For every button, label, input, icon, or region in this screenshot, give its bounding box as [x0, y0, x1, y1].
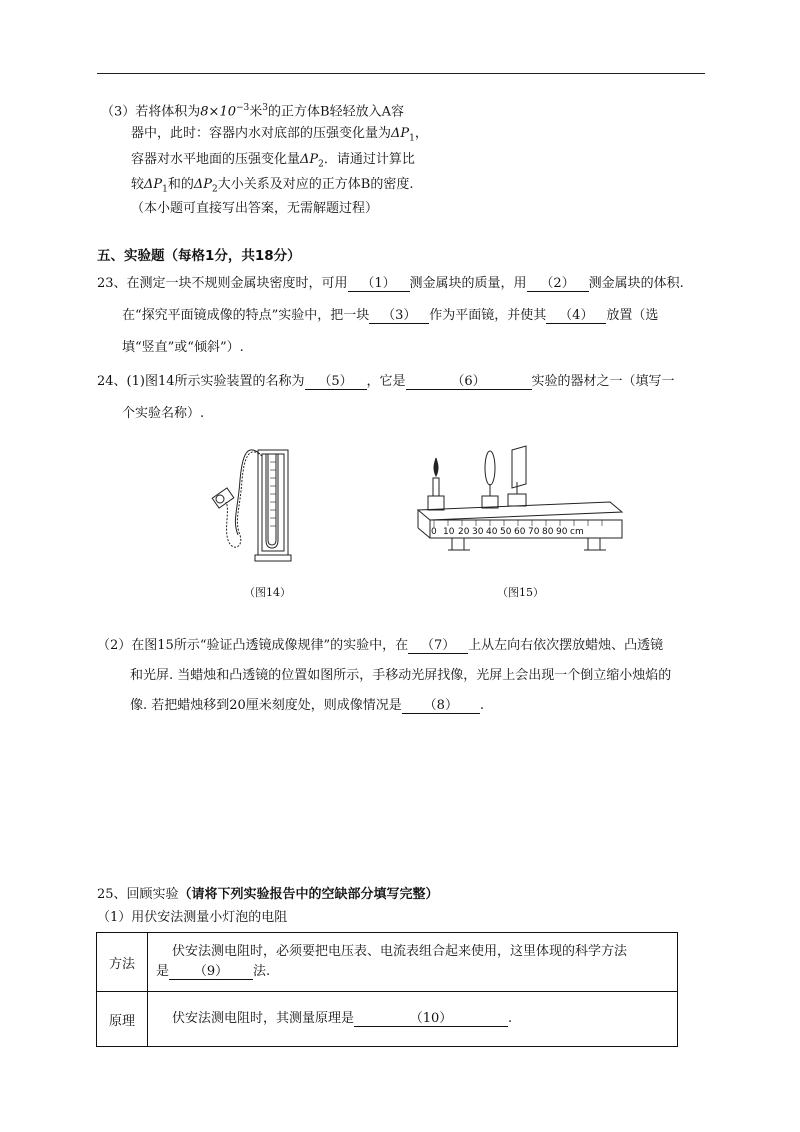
text: 23、在测定一块不规则金属块密度时，可用 — [97, 276, 348, 291]
answer-blank-8[interactable]: （8） — [402, 698, 480, 714]
figure-15-optical-bench-illustration — [410, 440, 630, 565]
q22-note: （本小题可直接写出答案，无需解题过程） — [131, 201, 379, 216]
q23-line3: 填“竖直”或“倾斜”）. — [122, 340, 244, 355]
answer-blank-7[interactable]: （7） — [408, 638, 468, 654]
q24-line2: 个实验名称）. — [122, 406, 205, 421]
text: （3）若将体积为 — [101, 104, 201, 120]
text: 器中，此时：容器内水对底部的压强变化量为 — [131, 126, 392, 141]
q22-line1 — [101, 99, 404, 121]
variable: ΔP — [144, 177, 163, 192]
text: 和的 — [167, 177, 194, 192]
answer-blank-3[interactable]: （3） — [369, 308, 429, 324]
ruler-tick-label: 0 — [431, 527, 437, 537]
ruler-tick-label: 40 — [486, 527, 498, 537]
header-rule — [97, 73, 705, 74]
table-row — [97, 992, 678, 1047]
answer-blank-10[interactable]: （10） — [354, 1011, 508, 1027]
row-content — [148, 992, 678, 1047]
q24-line1 — [97, 373, 675, 391]
ruler-tick-label: 90 — [556, 527, 568, 537]
row-label: 原理 — [97, 992, 148, 1047]
q25-subtitle: （1）用伏安法测量小灯泡的电阻 — [97, 910, 288, 925]
row-content — [148, 933, 678, 992]
text-line — [156, 962, 669, 982]
text: 测金属块的体积. — [588, 276, 684, 291]
exponent: −3 — [236, 103, 250, 113]
subscript: 1 — [162, 184, 168, 195]
ruler-unit-label: cm — [570, 527, 584, 537]
text: 是 — [156, 964, 170, 979]
row-label: 方法 — [97, 933, 148, 992]
text: ， — [414, 126, 428, 141]
text: 较 — [131, 177, 145, 192]
subscript: 1 — [409, 133, 415, 144]
text-line — [156, 1009, 669, 1029]
math-value: 8×10 — [200, 104, 236, 120]
ruler-tick-label: 50 — [500, 527, 512, 537]
section-title: 五、实验题（每格1分，共18分） — [97, 248, 301, 264]
answer-blank-4[interactable]: （4） — [546, 308, 606, 324]
variable: ΔP — [300, 152, 319, 167]
ruler-tick-label: 10 — [443, 527, 455, 537]
q22-line3 — [131, 151, 415, 174]
exponent: 3 — [262, 103, 269, 113]
variable: ΔP — [193, 177, 213, 192]
variable: ΔP — [391, 126, 410, 141]
ruler-tick-label: 70 — [528, 527, 540, 537]
text: 上从左向右依次摆放蜡烛、凸透镜 — [468, 638, 664, 653]
text: 25、回顾实验 — [97, 887, 179, 902]
q22-line2 — [131, 125, 428, 148]
figure-14-manometer-illustration — [200, 440, 310, 565]
text: 在“探究平面镜成像的特点”实验中，把一块 — [122, 308, 370, 323]
text: 伏安法测电阻时，必须要把电压表、电流表组合起来使用，这里体现的科学方法 — [172, 944, 628, 959]
text: （请将下列实验报告中的空缺部分填写完整） — [178, 887, 439, 902]
experiment-report-table — [96, 932, 678, 1047]
text: 法. — [253, 964, 271, 979]
ruler-tick-label: 80 — [542, 527, 554, 537]
text: 的正方体B轻轻放入A容 — [268, 104, 404, 120]
figure-15-caption: （图15） — [497, 586, 544, 599]
ruler-tick-label: 60 — [514, 527, 526, 537]
text: 伏安法测电阻时，其测量原理是 — [172, 1011, 355, 1026]
ruler-tick-label: 30 — [472, 527, 484, 537]
q22-line4 — [131, 176, 413, 199]
text: 放置（选 — [606, 308, 659, 323]
q24-p2-line2: 和光屏. 当蜡烛和凸透镜的位置如图所示，手移动光屏找像，光屏上会出现一个倒立缩小烛焰的 — [130, 668, 672, 683]
q23-line1 — [97, 275, 684, 293]
table-row — [97, 933, 678, 992]
q23-line2 — [122, 307, 658, 325]
answer-blank-2[interactable]: （2） — [527, 276, 589, 292]
answer-blank-9[interactable]: （9） — [169, 964, 253, 980]
answer-blank-5[interactable]: （5） — [305, 374, 367, 390]
text: 24、(1)图14所示实验装置的名称为 — [97, 374, 305, 389]
text: . — [508, 1011, 513, 1026]
text: 作为平面镜，并使其 — [429, 308, 547, 323]
q25-title — [97, 886, 439, 904]
text: 容器对水平地面的压强变化量 — [131, 152, 301, 167]
text: ，它是 — [366, 374, 406, 389]
text: 实验的器材之一（填写一 — [531, 374, 675, 389]
q24-p2-line1 — [97, 637, 663, 655]
text: 大小关系及对应的正方体B的密度. — [217, 177, 414, 192]
subscript: 2 — [212, 184, 218, 195]
text: 米 — [249, 104, 263, 120]
text: 像. 若把蜡烛移到20厘米刻度处，则成像情况是 — [130, 698, 402, 713]
text: （2）在图15所示“验证凸透镜成像规律”的实验中，在 — [97, 638, 409, 653]
text: 测金属块的质量，用 — [409, 276, 527, 291]
text: ．请通过计算比 — [323, 152, 415, 167]
answer-blank-1[interactable]: （1） — [348, 276, 410, 292]
text: . — [479, 698, 484, 713]
figure-14-caption: （图14） — [244, 586, 291, 599]
q24-p2-line3 — [130, 697, 484, 715]
subscript: 2 — [318, 159, 324, 170]
ruler-tick-label: 20 — [458, 527, 470, 537]
answer-blank-6[interactable]: （6） — [406, 374, 532, 390]
